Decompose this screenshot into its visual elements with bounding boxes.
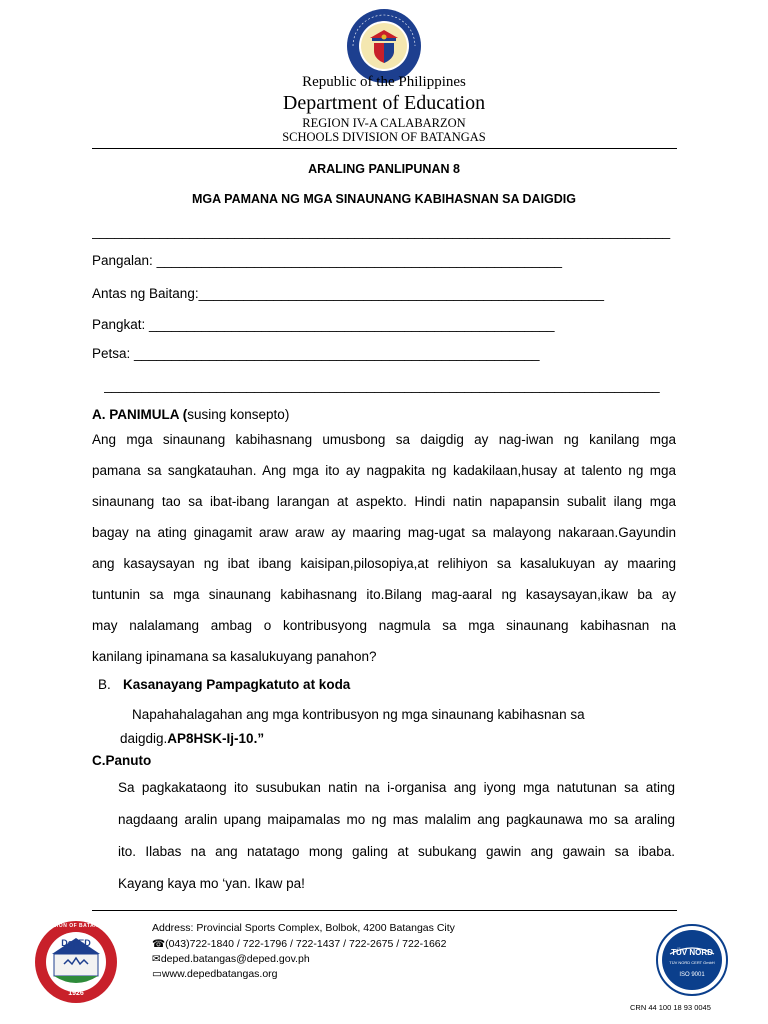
grade-blank[interactable]: ______________________________________________________	[198, 286, 605, 301]
para-line: Ang mga sinaunang kabihasnang umusbong sa daigdig ay nag-iwan ng kanilang mga	[92, 432, 676, 447]
competency-code: AP8HSK-Ij-10.”	[167, 731, 265, 746]
section-c-heading: C.Panuto	[92, 753, 152, 768]
section-a-heading	[92, 407, 289, 422]
section-field[interactable]	[92, 317, 554, 332]
para-line: tuntunin sa mga sinaunang kabihasnang ito.Bilang mag-aaral ng kasaysayan,ikaw ba ay	[92, 587, 676, 602]
footer-phone: (043)722-1840 / 722-1796 / 722-1437 / 722-2675 / 722-1662	[165, 938, 447, 950]
footer-address: Address: Provincial Sports Complex, Bolbok, 4200 Batangas City	[152, 922, 455, 934]
region-line: REGION IV-A CALABARZON	[302, 116, 466, 130]
para-line: ang kasaysayan ng ibat ibang kaisipan,pilosopiya,at relihiyon sa kasalukuyan ay maaring	[92, 556, 676, 571]
deped-seal-icon	[346, 8, 422, 84]
tuv-iso: ISO 9001	[679, 972, 705, 978]
date-label: Petsa:	[92, 346, 131, 361]
para-line: bagay na ating ginagamit araw araw ay maaring mag-ugat sa malayong nakaraan.Gayundin	[92, 525, 676, 540]
para-line: Sa pagkakataong ito susubukan natin na i-organisa ang iyong mga natutunan sa ating	[118, 780, 675, 795]
section-a-heading-rest: susing konsepto)	[187, 407, 290, 422]
section-a-heading-bold: A. PANIMULA (	[92, 407, 188, 422]
section-c-paragraph	[118, 772, 675, 900]
footer-email[interactable]: deped.batangas@deped.gov.ph	[160, 953, 310, 965]
section-b-letter: B.	[98, 677, 111, 692]
form-bottom-line: __________________________________________________________________________	[104, 378, 660, 393]
para-line: nagdaang aralin upang maipamalas mo ng mas malalim ang pagkaunawa mo sa araling	[118, 812, 675, 827]
grade-label: Antas ng Baitang:	[92, 286, 199, 301]
subject-title: ARALING PANLIPUNAN 8	[308, 162, 460, 176]
para-line: ito. Ilabas na ang natatago mong galing at subukang gawin ang gawain sa ibaba.	[118, 844, 675, 859]
competency-line: Napahahalagahan ang mga kontribusyon ng mga sinaunang kabihasnan sa	[132, 707, 585, 722]
header-divider	[92, 148, 677, 149]
deped-seal	[346, 8, 422, 84]
envelope-icon: ✉	[152, 953, 161, 965]
computer-icon: ▭	[152, 968, 162, 980]
division-line: SCHOOLS DIVISION OF BATANGAS	[282, 130, 486, 144]
para-line: sinaunang tao sa ibat-ibang larangan at aspekto. Hindi natin napapansin subalit ilang mga	[92, 494, 676, 509]
department-title: Department of Education	[282, 92, 486, 114]
tuv-sub: TÜV NORD CERT GmbH	[669, 960, 715, 965]
name-blank[interactable]: ______________________________________________________	[152, 253, 562, 268]
division-logo-year: 1926	[68, 990, 84, 997]
topic-title: MGA PAMANA NG MGA SINAUNANG KABIHASNAN SA DAIGDIG	[191, 192, 577, 206]
para-line: Kayang kaya mo ‘yan. Ikaw pa!	[118, 876, 305, 891]
grade-field[interactable]	[92, 286, 604, 301]
tuv-brand: TÜV NORD	[671, 948, 713, 957]
competency-prefix: daigdig.	[120, 731, 168, 746]
footer-divider	[92, 910, 677, 911]
section-b-heading: Kasanayang Pampagkatuto at koda	[123, 677, 351, 692]
para-line: pamana sa sangkatauhan. Ang mga ito ay nagpakita ng kadakilaan,husay at talento ng mga	[92, 463, 676, 478]
footer-email-row	[152, 953, 310, 965]
para-line: may nalalamang ambag o kontribusyong nagmula sa mga sinaunang kabihasnan na	[92, 618, 676, 633]
form-top-line: _____________________________________________________________________________	[92, 224, 671, 239]
footer-phone-row	[152, 938, 446, 950]
date-field[interactable]	[92, 346, 539, 361]
section-a-paragraph	[92, 424, 676, 672]
phone-icon: ☎	[152, 938, 166, 950]
name-label: Pangalan:	[92, 253, 153, 268]
name-field[interactable]	[92, 253, 562, 268]
footer-website[interactable]: www.depedbatangas.org	[161, 968, 278, 980]
division-logo-text: DIVISION OF BATANGAS	[41, 923, 111, 929]
para-line: kanilang ipinamana sa kasalukuyang panahon?	[92, 649, 377, 664]
section-label: Pangkat:	[92, 317, 146, 332]
crn-number: CRN 44 100 18 93 0045	[630, 1003, 711, 1012]
division-logo-mark: DepED	[61, 938, 91, 948]
section-blank[interactable]: ______________________________________________________	[145, 317, 555, 332]
republic-line: Republic of the Philippines	[302, 74, 466, 90]
date-blank[interactable]: ______________________________________________________	[130, 346, 540, 361]
footer-website-row	[152, 968, 278, 980]
competency-line-2	[120, 731, 264, 746]
